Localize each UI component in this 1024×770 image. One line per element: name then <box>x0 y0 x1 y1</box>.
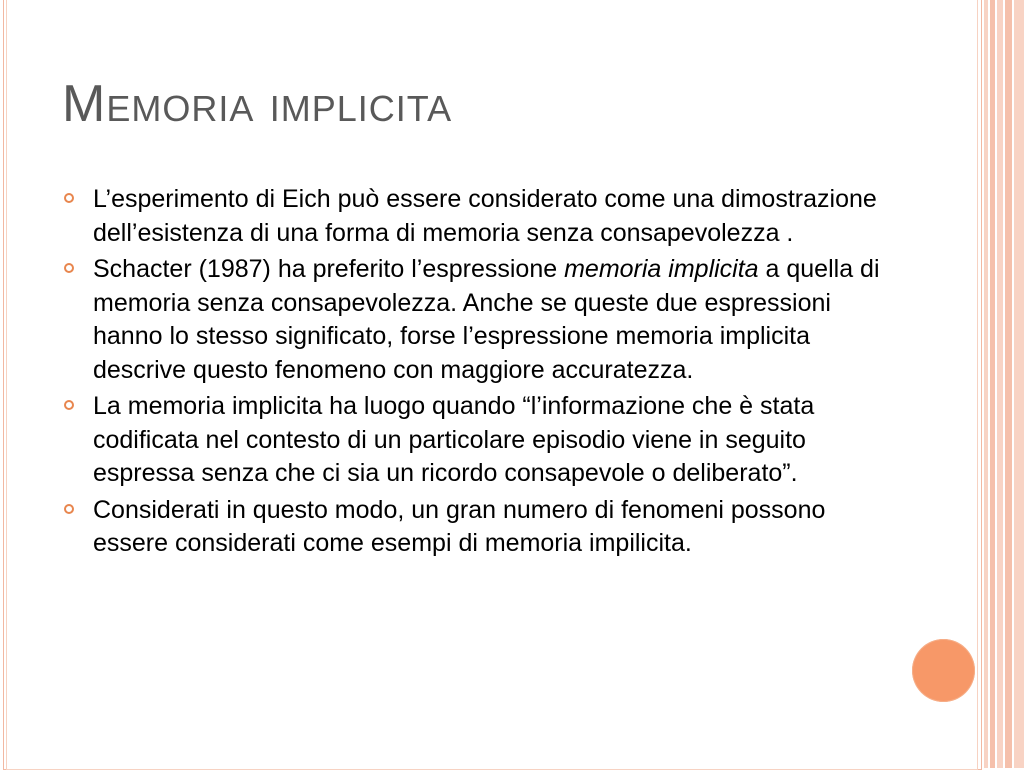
decorative-stripe <box>1014 0 1024 768</box>
decorative-stripe <box>990 0 995 768</box>
hollow-circle-bullet-icon <box>64 193 74 203</box>
decorative-stripe <box>984 0 988 768</box>
bullet-item <box>64 390 884 491</box>
bullet-item <box>64 253 884 387</box>
bullet-text: L’esperimento di Eich può essere considerato come una dimostrazione dell’esistenza di una forma di memoria senza consapevolezza . <box>93 185 877 247</box>
decorative-orange-circle <box>912 639 975 702</box>
slide-title: Memoria implicita <box>62 75 453 133</box>
decorative-stripe <box>1005 0 1012 768</box>
hollow-circle-bullet-icon <box>64 400 74 410</box>
bullet-text: La memoria implicita ha luogo quando “l’informazione che è stata codificata nel contesto di un particolare episodio viene in seguito espressa senza che ci sia un ricordo consapevole o deliberato”. <box>93 392 815 487</box>
bullet-text-part: a quella di memoria senza consapevolezza. Anche se queste due espressioni hanno lo stesso significato, forse l’espressione memoria implicita descrive questo fenomeno con maggiore accuratezza. <box>93 255 880 384</box>
bullet-text: Considerati in questo modo, un gran numero di fenomeni possono essere considerati come esempi di memoria impilicita. <box>93 495 826 557</box>
decorative-stripe <box>997 0 1003 768</box>
bullet-text-part: Schacter (1987) ha preferito l’espressione <box>93 255 565 283</box>
bullet-item <box>64 183 884 250</box>
bullet-emphasis: memoria implicita <box>564 255 759 283</box>
bullet-item <box>64 494 884 561</box>
hollow-circle-bullet-icon <box>64 504 74 514</box>
bullet-list <box>64 183 884 564</box>
hollow-circle-bullet-icon <box>64 263 74 273</box>
bullet-text <box>93 253 884 387</box>
